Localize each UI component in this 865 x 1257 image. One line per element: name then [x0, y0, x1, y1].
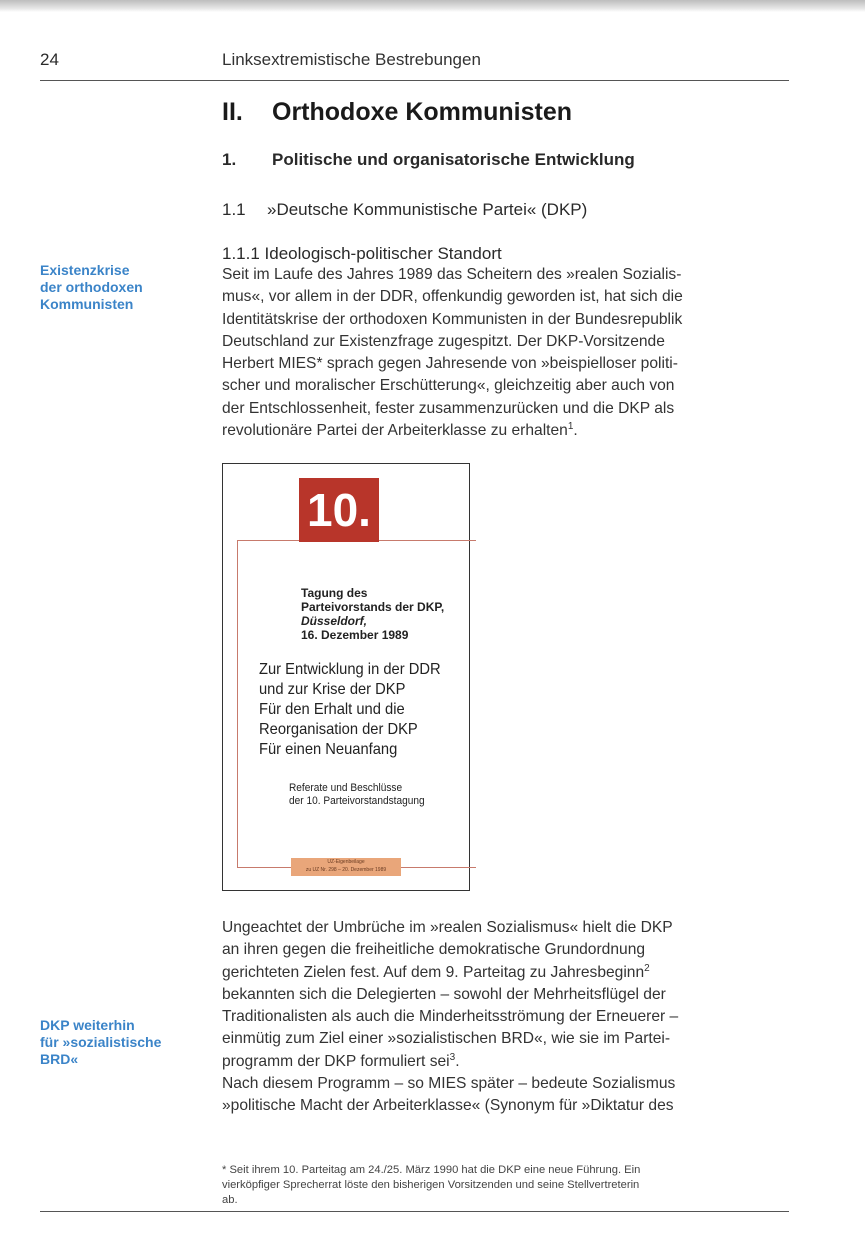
- subsection-number: 1.: [222, 150, 237, 169]
- text-line-content: programm der DKP formuliert sei: [222, 1052, 450, 1070]
- cover-title: [259, 660, 441, 760]
- margin-note-line: der orthodoxen: [40, 279, 143, 295]
- margin-note-line: DKP weiterhin: [40, 1017, 135, 1033]
- margin-note-line: Kommunisten: [40, 296, 134, 312]
- cover-line: Für einen Neuanfang: [259, 741, 398, 758]
- body-paragraph-2: [222, 917, 789, 1118]
- footnote-ref: 3: [449, 1051, 456, 1063]
- cover-meeting-info: [301, 586, 444, 642]
- cover-badge: 10.: [299, 478, 379, 542]
- text-line: Ungeachtet der Umbrüche im »realen Sozialismus« hielt die DKP: [222, 919, 673, 936]
- text-line: Seit im Laufe des Jahres 1989 das Scheitern des »realen Sozialis-: [222, 266, 682, 283]
- cover-bar-line: zu UZ Nr. 298 – 20. Dezember 1989: [305, 867, 387, 873]
- text-line: »politische Macht der Arbeiterklasse« (Synonym für »Diktatur des: [222, 1097, 674, 1115]
- text-line: Herbert MIES* sprach gegen Jahresende von »beispielloser politi-: [222, 355, 678, 373]
- cover-line: Für den Erhalt und die: [259, 701, 405, 718]
- text-line: bekannten sich die Delegierten – sowohl der Mehrheitsflügel der: [222, 985, 666, 1003]
- body-paragraph-1: [222, 264, 789, 442]
- cover-subtitle: [289, 782, 425, 808]
- subsubsection-number: 1.1: [222, 200, 246, 219]
- subsection-title: Politische und organisatorische Entwicklung: [272, 150, 635, 169]
- subsubsection-heading: [222, 200, 587, 220]
- section-title: Orthodoxe Kommunisten: [272, 98, 573, 126]
- text-line: Identitätskrise der orthodoxen Kommunisten in der Bundesrepublik: [222, 310, 683, 328]
- brochure-cover-figure: [222, 463, 470, 891]
- page-number: 24: [40, 50, 59, 69]
- text-line: [222, 1051, 789, 1073]
- footnote-ref: 2: [644, 962, 650, 974]
- scan-edge: [0, 0, 865, 12]
- text-line-end: .: [573, 422, 578, 440]
- cover-line: und zur Krise der DKP: [259, 681, 406, 698]
- text-line-end: .: [455, 1052, 460, 1070]
- text-line-content: gerichteten Zielen fest. Auf dem 9. Parteitag zu Jahresbeginn: [222, 963, 645, 981]
- cover-bar-line: UZ-Eigenbeilage: [327, 859, 365, 865]
- text-line-content: revolutionäre Partei der Arbeiterklasse zu erhalten: [222, 422, 568, 440]
- footnote-line: * Seit ihrem 10. Parteitag am 24./25. März 1990 hat die DKP eine neue Führung. Ein: [222, 1164, 641, 1176]
- subsection-heading: [222, 150, 635, 170]
- cover-line: Referate und Beschlüsse: [289, 782, 403, 794]
- subsubsection-title: »Deutsche Kommunistische Partei« (DKP): [267, 200, 588, 219]
- text-line: einmütig zum Ziel einer »sozialistischen BRD«, wie sie im Partei-: [222, 1030, 671, 1048]
- cover-line: Tagung des: [301, 586, 368, 600]
- text-line: der Entschlossenheit, fester zusammenzurücken und die DKP als: [222, 399, 675, 417]
- cover-line: Düsseldorf,: [301, 614, 368, 628]
- footnote-line: ab.: [222, 1194, 238, 1206]
- footnote-line: vierköpfiger Sprecherrat löste den bisherigen Vorsitzenden und seine Stellvertreterin: [222, 1179, 640, 1191]
- text-line: Deutschland zur Existenzfrage zugespitzt. Der DKP-Vorsitzende: [222, 332, 665, 350]
- footnote-ref: 1: [567, 420, 574, 432]
- margin-note-sozialistische-brd: [40, 1017, 161, 1068]
- text-line: [222, 420, 789, 442]
- header-rule: [40, 80, 789, 81]
- footer-rule: [40, 1211, 789, 1212]
- cover-line: Zur Entwicklung in der DDR: [259, 661, 441, 678]
- margin-note-line: BRD«: [40, 1051, 79, 1067]
- section-heading: [222, 98, 572, 127]
- margin-note-line: für »sozialistische: [40, 1034, 162, 1050]
- cover-line: der 10. Parteivorstandstagung: [289, 795, 425, 807]
- cover-line: 16. Dezember 1989: [301, 628, 409, 642]
- text-line: Traditionalisten als auch die Minderheitsströmung der Erneuerer –: [222, 1008, 679, 1026]
- text-line: [222, 962, 789, 984]
- text-line: an ihren gegen die freiheitliche demokratische Grundordnung: [222, 941, 646, 959]
- cover-line: Parteivorstands der DKP,: [301, 600, 445, 614]
- margin-note-line: Existenzkrise: [40, 262, 130, 278]
- text-line: mus«, vor allem in der DDR, offenkundig geworden ist, hat sich die: [222, 288, 683, 306]
- footnote: [222, 1163, 789, 1208]
- running-head: Linksextremistische Bestrebungen: [222, 50, 481, 69]
- cover-line: Reorganisation der DKP: [259, 721, 418, 738]
- text-line: Nach diesem Programm – so MIES später – bedeute Sozialismus: [222, 1075, 676, 1093]
- margin-note-existenzkrise: [40, 262, 143, 313]
- paragraph-heading: 1.1.1 Ideologisch-politischer Standort: [222, 244, 502, 263]
- section-number: II.: [222, 98, 243, 126]
- text-line: scher und moralischer Erschütterung«, gleichzeitig aber auch von: [222, 377, 675, 395]
- cover-supplement-bar: [291, 858, 401, 876]
